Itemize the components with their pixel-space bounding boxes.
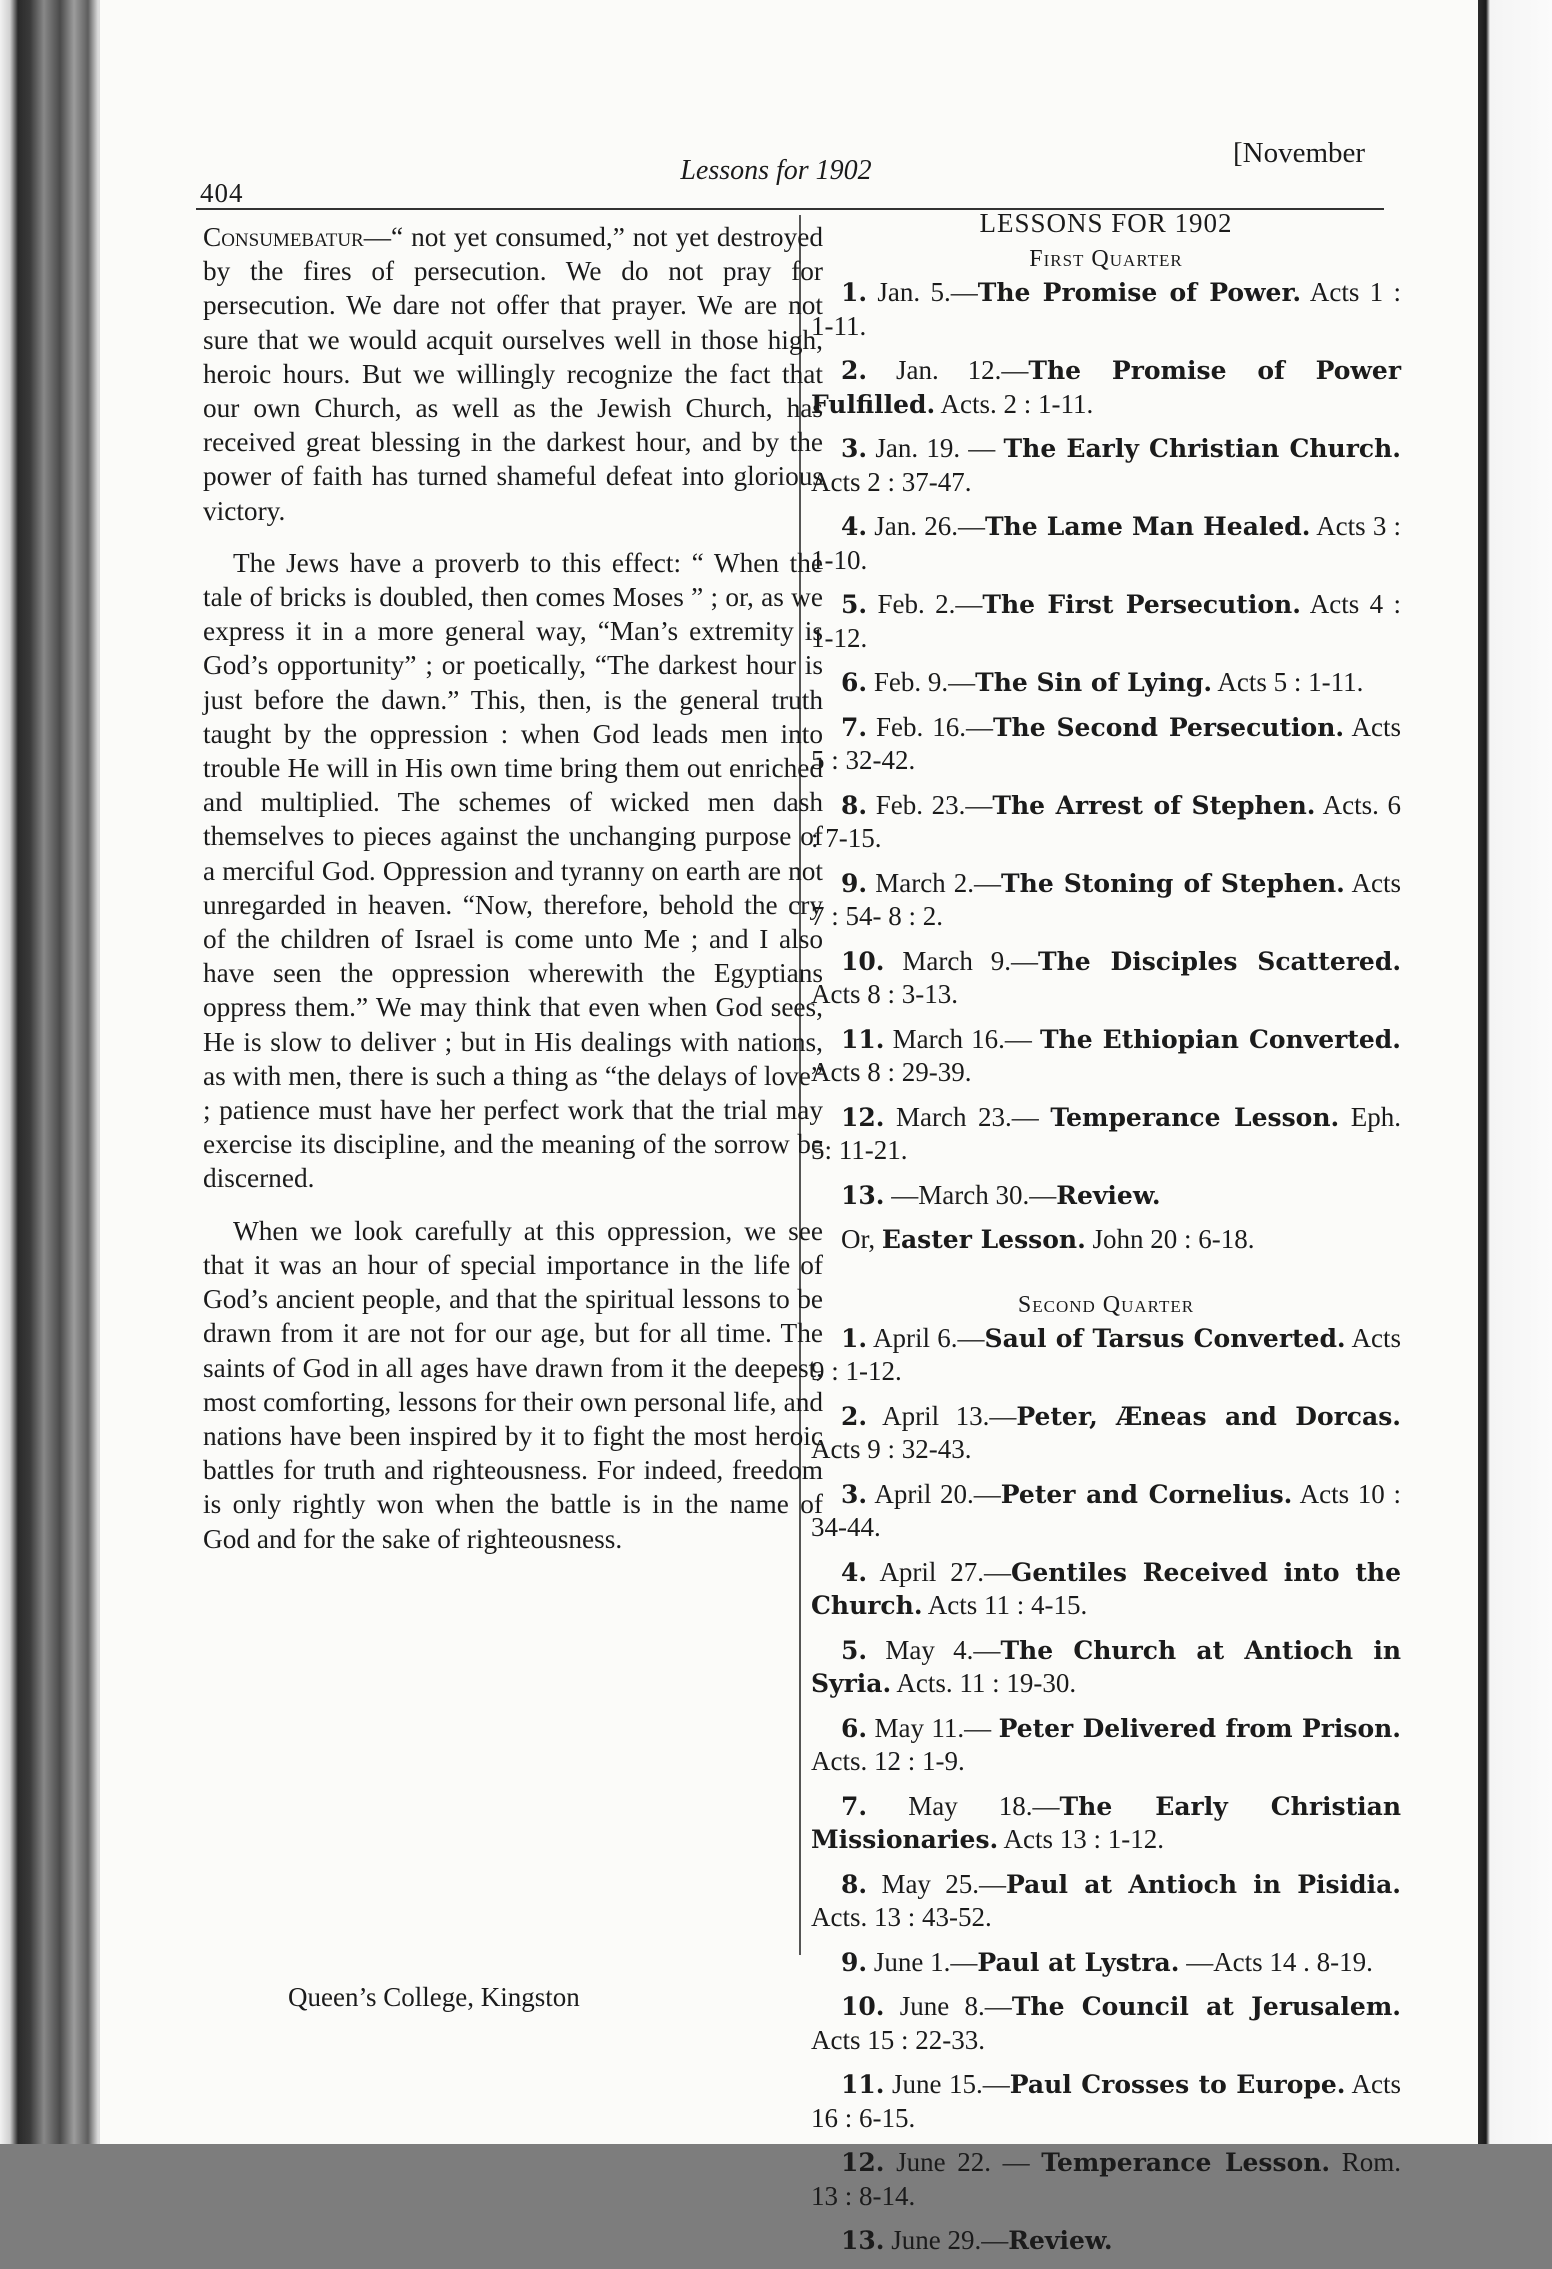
lesson-item — [811, 666, 1401, 711]
lesson-reference: Acts. 13 : 43-52. — [811, 1902, 992, 1932]
first-quarter-title: First Quarter — [1029, 246, 1183, 272]
page-edge — [1478, 0, 1552, 2144]
lesson-item — [811, 867, 1401, 945]
lesson-date: March 23.— — [896, 1101, 1051, 1132]
lesson-title: The Lame Man Healed. — [984, 512, 1311, 541]
lesson-reference: —Acts 14 . 8-19. — [1186, 1946, 1373, 1977]
lesson-date: June 1.— — [873, 1946, 978, 1977]
lesson-reference: Acts 4 : 1-12. — [811, 589, 1402, 653]
lesson-date: Feb. 9.— — [873, 667, 976, 697]
lesson-item — [811, 1023, 1401, 1101]
running-head: Lessons for 1902 — [680, 155, 872, 186]
lesson-item — [811, 1179, 1401, 1224]
second-quarter-list — [811, 1322, 1401, 2269]
paragraph-3: When we look carefully at this oppression, we see that it was an hour of special importance in the life of God’s ancient people, and that the spiritual lessons to be drawn from it are not for our age, but for all time. The saints of God in all ages have drawn from it the deepest, most comforting, lessons for their own personal life, and nations have been inspired by it to fight the most heroic battles for truth and righteousness. For indeed, freedom is only rightly won when the battle is in the name of God and for the sake of righteousness. — [203, 1215, 823, 1554]
lesson-date: June 15.— — [892, 2069, 1010, 2099]
lesson-date: March 16.— — [892, 1023, 1040, 1054]
lesson-number: 8. — [841, 790, 868, 820]
lesson-reference: Acts 5 : 32-42. — [811, 711, 1402, 775]
lesson-title: Peter Delivered from Prison. — [998, 1713, 1401, 1743]
right-column — [811, 205, 1401, 2269]
lesson-date: June 29.— — [891, 2225, 1009, 2255]
lesson-item — [811, 2068, 1401, 2146]
lesson-reference: Acts. 2 : 1-11. — [940, 388, 1094, 419]
easter-ref: John 20 : 6-18. — [1092, 1224, 1255, 1254]
lesson-item — [811, 1990, 1401, 2068]
lesson-date: June 8.— — [899, 1991, 1012, 2021]
lesson-title: The Arrest of Stephen. — [992, 790, 1316, 820]
lesson-item — [811, 789, 1401, 867]
lesson-number: 7. — [841, 1791, 868, 1821]
lesson-number: 2. — [841, 1401, 868, 1431]
lesson-item — [811, 1712, 1401, 1790]
lesson-reference: Acts 7 : 54- 8 : 2. — [811, 867, 1402, 931]
lesson-date: April 20.— — [874, 1478, 1001, 1509]
lesson-number: 9. — [841, 1947, 868, 1977]
lesson-number: 9. — [841, 868, 868, 898]
lesson-date: —March 30.— — [891, 1179, 1057, 1210]
lesson-date: Jan. 5.— — [877, 277, 978, 307]
lesson-item — [811, 1868, 1401, 1946]
running-head-month: [November — [1233, 137, 1366, 169]
second-quarter-title: Second Quarter — [1017, 1291, 1195, 1318]
lesson-item — [811, 432, 1401, 510]
lesson-date: Feb. 2.— — [877, 589, 983, 619]
easter-title: Easter Lesson. — [881, 1225, 1086, 1254]
lesson-reference: Acts 8 : 29-39. — [811, 1057, 972, 1087]
lesson-number: 12. — [841, 2148, 885, 2177]
lesson-date: Feb. 16.— — [876, 711, 993, 742]
lesson-title: The Church at Antioch in Syria. — [811, 1635, 1402, 1698]
lesson-reference: Acts. 12 : 1-9. — [811, 1746, 965, 1776]
lesson-title: The Promise of Power. — [977, 278, 1302, 307]
lesson-title: Paul at Lystra. — [977, 1947, 1180, 1977]
lesson-date: March 2.— — [875, 867, 1002, 898]
lesson-number: 8. — [841, 1869, 868, 1899]
lesson-number: 12. — [841, 1102, 885, 1132]
lesson-date: April 13.— — [882, 1400, 1017, 1431]
lesson-reference: Acts 9 : 1-12. — [811, 1322, 1401, 1386]
lesson-reference: Acts 9 : 32-43. — [811, 1434, 972, 1464]
lesson-date: April 6.— — [872, 1322, 985, 1353]
lesson-number: 5. — [841, 1635, 868, 1665]
lesson-number: 2. — [841, 356, 868, 385]
lesson-reference: Acts 15 : 22-33. — [811, 2024, 985, 2055]
lesson-number: 10. — [841, 946, 885, 976]
lesson-number: 3. — [841, 434, 868, 463]
lesson-number: 1. — [841, 1323, 868, 1353]
lesson-title: The Stoning of Stephen. — [1001, 868, 1345, 898]
lesson-title: The Council at Jerusalem. — [1011, 1992, 1401, 2021]
lesson-number: 6. — [841, 668, 868, 697]
paragraph-1 — [203, 220, 823, 528]
lesson-date: May 11.— — [874, 1712, 999, 1743]
lesson-item — [811, 1790, 1401, 1868]
lesson-title: Gentiles Received into the Church. — [811, 1557, 1401, 1620]
lesson-title: The Early Christian Church. — [1003, 434, 1401, 463]
lesson-number: 10. — [841, 1992, 885, 2021]
lesson-title: The Disciples Scattered. — [1038, 946, 1402, 976]
lesson-number: 6. — [841, 1713, 868, 1743]
lesson-date: June 22. — — [896, 2147, 1042, 2177]
lesson-reference: Acts 13 : 1-12. — [1003, 1824, 1164, 1854]
lesson-number: 13. — [841, 1180, 885, 1210]
lesson-title: Review. — [1056, 1180, 1161, 1210]
lesson-title: Paul Crosses to Europe. — [1009, 2070, 1346, 2099]
lesson-date: Jan. 19. — — [875, 433, 1004, 463]
lesson-reference: Rom. 13 : 8-14. — [811, 2147, 1402, 2211]
lesson-reference: Acts 2 : 37-47. — [811, 466, 972, 497]
lesson-item — [811, 1634, 1401, 1712]
page-number: 404 — [200, 178, 244, 208]
lesson-number: 11. — [841, 2070, 885, 2099]
small-caps-word: Consumebatur — [203, 222, 364, 252]
lesson-title: The Promise of Power Fulfilled. — [811, 356, 1402, 419]
lesson-title: Peter and Cornelius. — [1000, 1479, 1293, 1509]
lesson-item — [811, 2224, 1401, 2269]
lesson-number: 4. — [841, 1557, 868, 1587]
lesson-item — [811, 711, 1401, 789]
lesson-number: 7. — [841, 712, 868, 742]
lesson-date: Feb. 23.— — [875, 789, 993, 820]
lesson-date: Jan. 26.— — [874, 511, 985, 541]
lesson-number: 11. — [841, 1024, 885, 1054]
lesson-item — [811, 588, 1401, 666]
lesson-date: Jan. 12.— — [896, 355, 1029, 385]
lesson-title: The Early Christian Missionaries. — [811, 1791, 1402, 1854]
lesson-title: Paul at Antioch in Pisidia. — [1006, 1869, 1401, 1899]
lesson-reference: Acts 3 : 1-10. — [811, 511, 1402, 575]
lesson-reference: Acts 10 : 34-44. — [811, 1478, 1402, 1542]
lesson-date: May 25.— — [881, 1868, 1007, 1899]
easter-prefix: Or, — [841, 1224, 882, 1254]
lesson-item — [811, 1478, 1401, 1556]
lesson-item — [811, 1322, 1401, 1400]
lesson-title: Review. — [1008, 2226, 1113, 2255]
lesson-item — [811, 354, 1401, 432]
paragraph-1-text: —“ not yet consumed,” not yet destroyed by the fires of persecution. We do not pray for persecution. We dare not offer that prayer. We are not sure that we would acquit ourselves well in those high, heroic hours. But we willingly recognize the fact that our own Church, as well as the Jewish Church, has received great blessing in the darkest hour, and by the power of faith has turned shameful defeat into glorious victory. — [203, 222, 823, 526]
lesson-item — [811, 2146, 1401, 2224]
paragraph-2: The Jews have a proverb to this effect: “ When the tale of bricks is doubled, then comes Moses ” ; or, as we express it in a more general way, “Man’s extremity is God’s opportunity” ; or poetically, “The darkest hour is just before the dawn.” This, then, is the general truth taught by the oppression : when God leads men into trouble He will in His own time bring them out enriched and multiplied. The schemes of wicked men dash themselves to pieces against the unchanging purpose of a merciful God. Oppression and tyranny on earth are not unregarded in heaven. “Now, therefore, behold the cry of the children of Israel is come unto Me ; and I also have seen the oppression wherewith the Egyptians oppress them.” We may think that even when God sees, He is slow to deliver ; but in His dealings with nations, as with men, there is such a thing as “the delays of love” ; patience must have her perfect work that the trial may exercise its discipline, and the meaning of the sorrow be discerned. — [203, 547, 823, 1194]
signature: Queen’s College, Kingston — [288, 1982, 580, 2012]
easter-lesson — [811, 1223, 1401, 1268]
lesson-item — [811, 1400, 1401, 1478]
lesson-item — [811, 945, 1401, 1023]
lesson-title: The First Persecution. — [982, 590, 1301, 619]
lesson-item — [811, 276, 1401, 354]
lesson-item — [811, 1101, 1401, 1179]
lesson-title: Temperance Lesson. — [1050, 1102, 1340, 1132]
lesson-item — [811, 1556, 1401, 1634]
lesson-date: April 27.— — [879, 1556, 1011, 1587]
lesson-reference: Acts. 6 : 7-15. — [811, 789, 1402, 853]
lesson-reference: Acts 11 : 4-15. — [927, 1590, 1088, 1620]
lesson-title: Temperance Lesson. — [1041, 2148, 1331, 2177]
lesson-reference: Acts 8 : 3-13. — [811, 979, 958, 1009]
lesson-item — [811, 1946, 1401, 1991]
lesson-title: The Ethiopian Converted. — [1039, 1024, 1401, 1054]
lesson-title: The Sin of Lying. — [975, 668, 1213, 697]
lesson-title: Saul of Tarsus Converted. — [984, 1323, 1346, 1353]
lesson-number: 5. — [841, 590, 868, 619]
lesson-reference: Acts 5 : 1-11. — [1217, 667, 1364, 697]
lesson-date: May 18.— — [908, 1790, 1060, 1821]
lesson-reference: Acts 16 : 6-15. — [811, 2069, 1402, 2133]
lesson-number: 4. — [841, 512, 868, 541]
lessons-title: LESSONS FOR 1902 — [979, 208, 1233, 238]
lesson-title: Peter, Æneas and Dorcas. — [1016, 1401, 1401, 1431]
lesson-number: 3. — [841, 1479, 868, 1509]
lesson-reference: Acts. 11 : 19-30. — [896, 1668, 1077, 1698]
lesson-number: 1. — [841, 278, 868, 307]
book-binding-shadow — [0, 0, 100, 2144]
lesson-date: March 9.— — [902, 945, 1038, 976]
lesson-number: 13. — [841, 2226, 885, 2255]
left-column — [203, 220, 823, 1574]
first-quarter-list — [811, 276, 1401, 1223]
lesson-reference: Acts 1 : 1-11. — [811, 277, 1401, 341]
lesson-title: The Second Persecution. — [992, 712, 1345, 742]
lesson-date: May 4.— — [885, 1634, 1001, 1665]
lesson-reference: Eph. 5: 11-21. — [811, 1101, 1401, 1165]
lesson-item — [811, 510, 1401, 588]
